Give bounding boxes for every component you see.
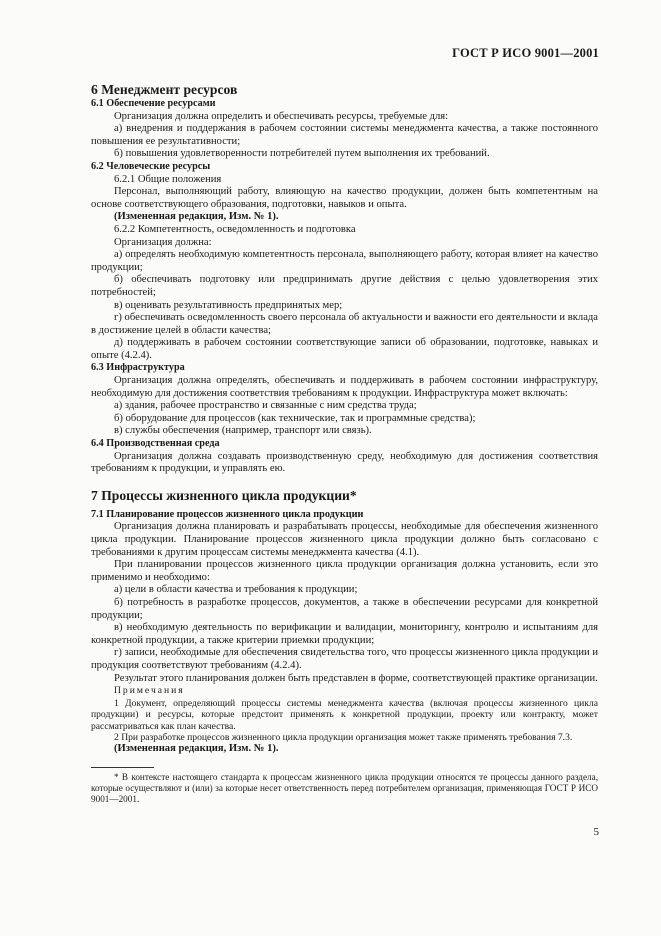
footnote-divider xyxy=(91,767,154,768)
list-item: а) здания, рабочее пространство и связанные с ним средства труда; xyxy=(114,400,417,412)
section-6-3-title: 6.3 Инфраструктура xyxy=(91,362,185,374)
subsection-6-2-2-title: 6.2.2 Компетентность, осведомленность и подготовка xyxy=(114,223,356,235)
paragraph: Организация должна определять, обеспечивать и поддерживать в рабочем состоянии инфраструктуру, необходимую для достижения соответствия требованиям к продукции. Инфраструктура может включать: xyxy=(91,375,598,399)
list-item: в) оценивать результативность предпринятых мер; xyxy=(114,299,343,311)
page-body xyxy=(91,82,598,805)
section-7-1-title: 7.1 Планирование процессов жизненного цикла продукции xyxy=(91,508,364,520)
list-item: в) необходимую деятельность по верификации и валидации, мониторингу, контролю и испытаниям для конкретной продукции, а также критерии приемки продукции; xyxy=(91,622,598,646)
list-item: г) записи, необходимые для обеспечения свидетельства того, что процессы жизненного цикла продукции и продукция соответствуют требованиям (4.2.4). xyxy=(91,647,598,671)
list-item: б) потребность в разработке процессов, документов, а также в обеспечении ресурсами для конкретной продукции; xyxy=(91,596,598,621)
list-item: д) поддерживать в рабочем состоянии соответствующие записи об образовании, подготовке, навыках и опыте (4.2.4). xyxy=(91,337,598,361)
paragraph: Организация должна создавать производственную среду, необходимую для достижения соответствия требованиям к продукции, и управлять ею. xyxy=(91,450,598,475)
note-item: 1 Документ, определяющий процессы системы менеджмента качества (включая процессы жизненного цикла продукции) и ресурсы, которые предстоит применять к конкретной продукции, проекту или контракту, может рассматриваться как план качества. xyxy=(91,697,598,732)
section-6-2-title: 6.2 Человеческие ресурсы xyxy=(91,160,211,172)
paragraph: Организация должна: xyxy=(114,236,212,248)
section-6-1-title: 6.1 Обеспечение ресурсами xyxy=(91,98,216,109)
revision-note: (Измененная редакция, Изм. № 1). xyxy=(114,743,279,755)
revision-note: (Измененная редакция, Изм. № 1). xyxy=(114,211,279,223)
paragraph: При планировании процессов жизненного цикла продукции организация должна установить, если это применимо и необходимо: xyxy=(91,559,598,583)
list-item: г) обеспечивать осведомленность своего персонала об актуальности и важности его деятельности и вклада в достижение целей в области качества; xyxy=(91,312,598,336)
list-item: в) службы обеспечения (например, транспорт или связь). xyxy=(114,425,372,437)
list-item: б) оборудование для процессов (как технические, так и программные средства); xyxy=(114,412,476,424)
section-6-4-title: 6.4 Производственная среда xyxy=(91,438,220,450)
list-item: а) внедрения и поддержания в рабочем состоянии системы менеджмента качества, а также постоянного повышения ее результативности; xyxy=(91,123,598,147)
section-6-title: 6 Менеджмент ресурсов xyxy=(91,82,238,97)
paragraph: Организация должна планировать и разрабатывать процессы, необходимые для обеспечения жизненного цикла продукции. Планирование процессов жизненного цикла продукции должно быть согласовано с требованиями к другим процессам системы менеджмента качества (4.1). xyxy=(91,521,598,558)
paragraph: Организация должна определить и обеспечивать ресурсы, требуемые для: xyxy=(114,110,449,122)
list-item: а) определять необходимую компетентность персонала, выполняющего работу, которая влияет на качество продукции; xyxy=(91,249,598,273)
footnote: * В контексте настоящего стандарта к процессам жизненного цикла продукции относятся те процессы данного раздела, которые осуществляют и (или) за которые несет ответственность перед потребителем организация, применяющая ГОСТ Р ИСО 9001—2001. xyxy=(91,771,598,804)
paragraph: Персонал, выполняющий работу, влияющую на качество продукции, должен быть компетентным на основе соответствующего образования, подготовки, навыков и опыта. xyxy=(91,186,598,210)
list-item: а) цели в области качества и требования к продукции; xyxy=(114,584,358,596)
section-7-title: 7 Процессы жизненного цикла продукции* xyxy=(91,487,357,503)
list-item: б) обеспечивать подготовку или предпринимать другие действия с целью удовлетворения этих потребностей; xyxy=(91,274,598,298)
list-item: б) повышения удовлетворенности потребителей путем выполнения их требований. xyxy=(114,148,490,160)
document-header-id: ГОСТ Р ИСО 9001—2001 xyxy=(452,46,599,60)
subsection-6-2-1-title: 6.2.1 Общие положения xyxy=(114,173,222,185)
paragraph: Результат этого планирования должен быть представлен в форме, соответствующей практике организации. xyxy=(114,672,598,684)
note-item: 2 При разработке процессов жизненного цикла продукции организация может также применять требования 7.3. xyxy=(114,731,573,743)
page-number: 5 xyxy=(593,826,599,838)
notes-heading: Примечания xyxy=(114,685,185,697)
